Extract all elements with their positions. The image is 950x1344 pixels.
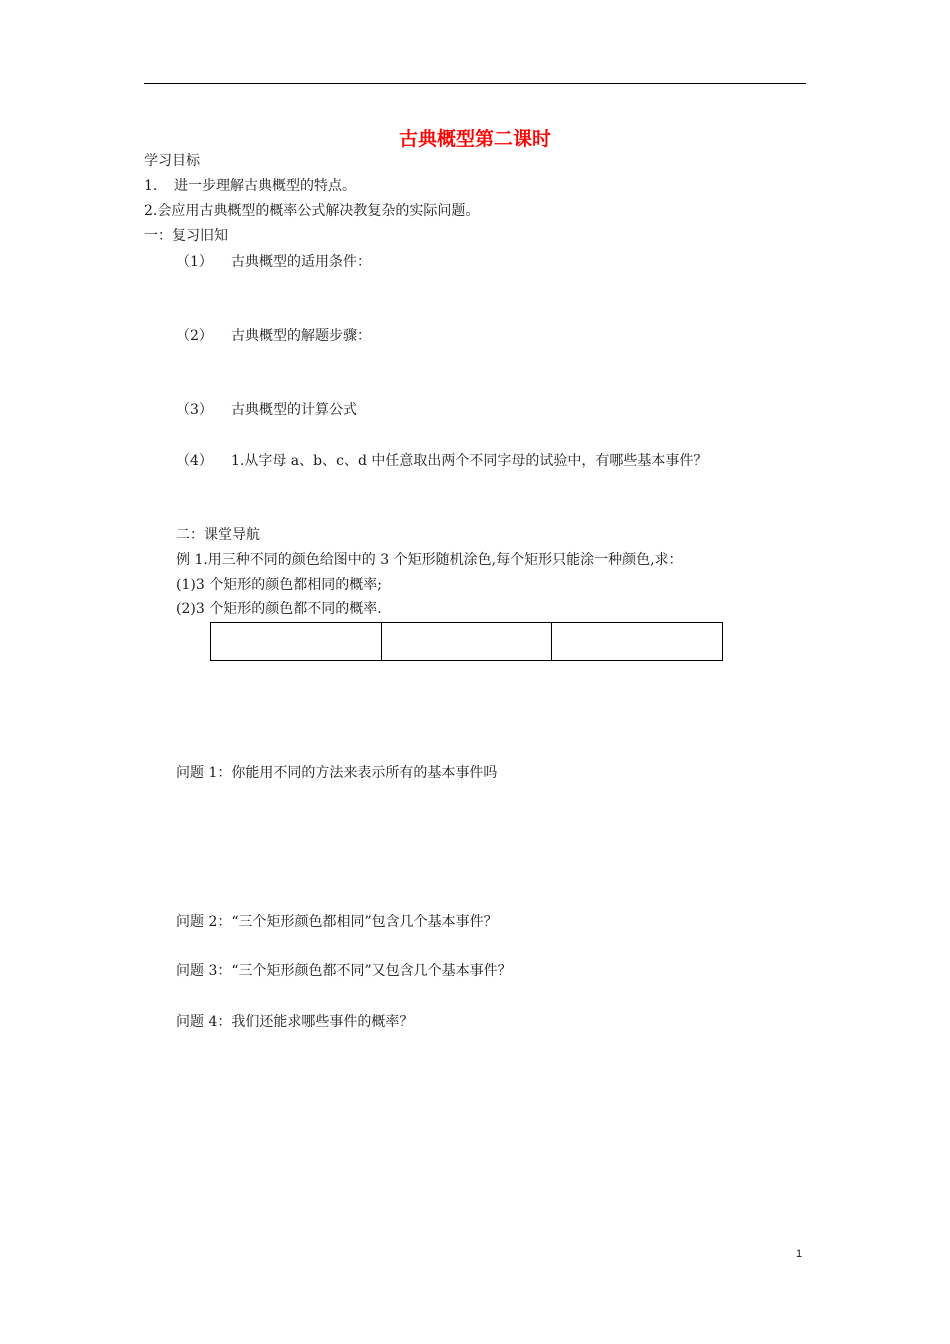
page-title: 古典概型第二课时 xyxy=(398,128,551,150)
review-item-number: （2） xyxy=(176,328,213,344)
review-item-number: （1） xyxy=(176,254,213,270)
goal-1-text: 进一步理解古典概型的特点。 xyxy=(174,178,356,194)
question-2: 问题 2：“三个矩形颜色都相同”包含几个基本事件？ xyxy=(176,914,498,930)
question-3: 问题 3：“三个矩形颜色都不同”又包含几个基本事件？ xyxy=(176,963,512,979)
page-number: 1 xyxy=(796,1248,803,1260)
example-1: 例 1.用三种不同的颜色给图中的 3 个矩形随机涂色,每个矩形只能涂一种颜色,求： xyxy=(176,552,683,568)
example-1-question-1: (1)3 个矩形的颜色都相同的概率; xyxy=(176,577,382,593)
goals-heading: 学习目标 xyxy=(144,153,200,169)
review-item-text: 古典概型的解题步骤： xyxy=(231,328,371,344)
rectangle-1 xyxy=(211,623,382,660)
goal-2: 2.会应用古典概型的概率公式解决教复杂的实际问题。 xyxy=(144,203,480,219)
review-item-2 xyxy=(176,327,371,345)
review-item-3 xyxy=(176,401,357,419)
question-1: 问题 1：你能用不同的方法来表示所有的基本事件吗 xyxy=(176,765,498,781)
question-4: 问题 4：我们还能求哪些事件的概率？ xyxy=(176,1014,414,1030)
review-item-number: （3） xyxy=(176,402,213,418)
review-item-4 xyxy=(176,452,707,470)
goal-1 xyxy=(144,177,356,195)
review-item-number: （4） xyxy=(176,453,213,469)
rectangle-3 xyxy=(552,623,722,660)
class-heading: 二：课堂导航 xyxy=(176,527,260,543)
review-heading: 一：复习旧知 xyxy=(144,228,228,244)
rectangle-2 xyxy=(382,623,553,660)
goal-1-number: 1. xyxy=(144,178,158,194)
review-item-text: 1.从字母 a、b、c、d 中任意取出两个不同字母的试验中，有哪些基本事件？ xyxy=(231,453,708,469)
example-1-question-2: (2)3 个矩形的颜色都不同的概率. xyxy=(176,601,382,617)
rectangle-figure xyxy=(210,622,723,661)
review-item-text: 古典概型的适用条件： xyxy=(231,254,371,270)
header-rule xyxy=(144,83,806,84)
review-item-1 xyxy=(176,253,371,271)
review-item-text: 古典概型的计算公式 xyxy=(231,402,357,418)
